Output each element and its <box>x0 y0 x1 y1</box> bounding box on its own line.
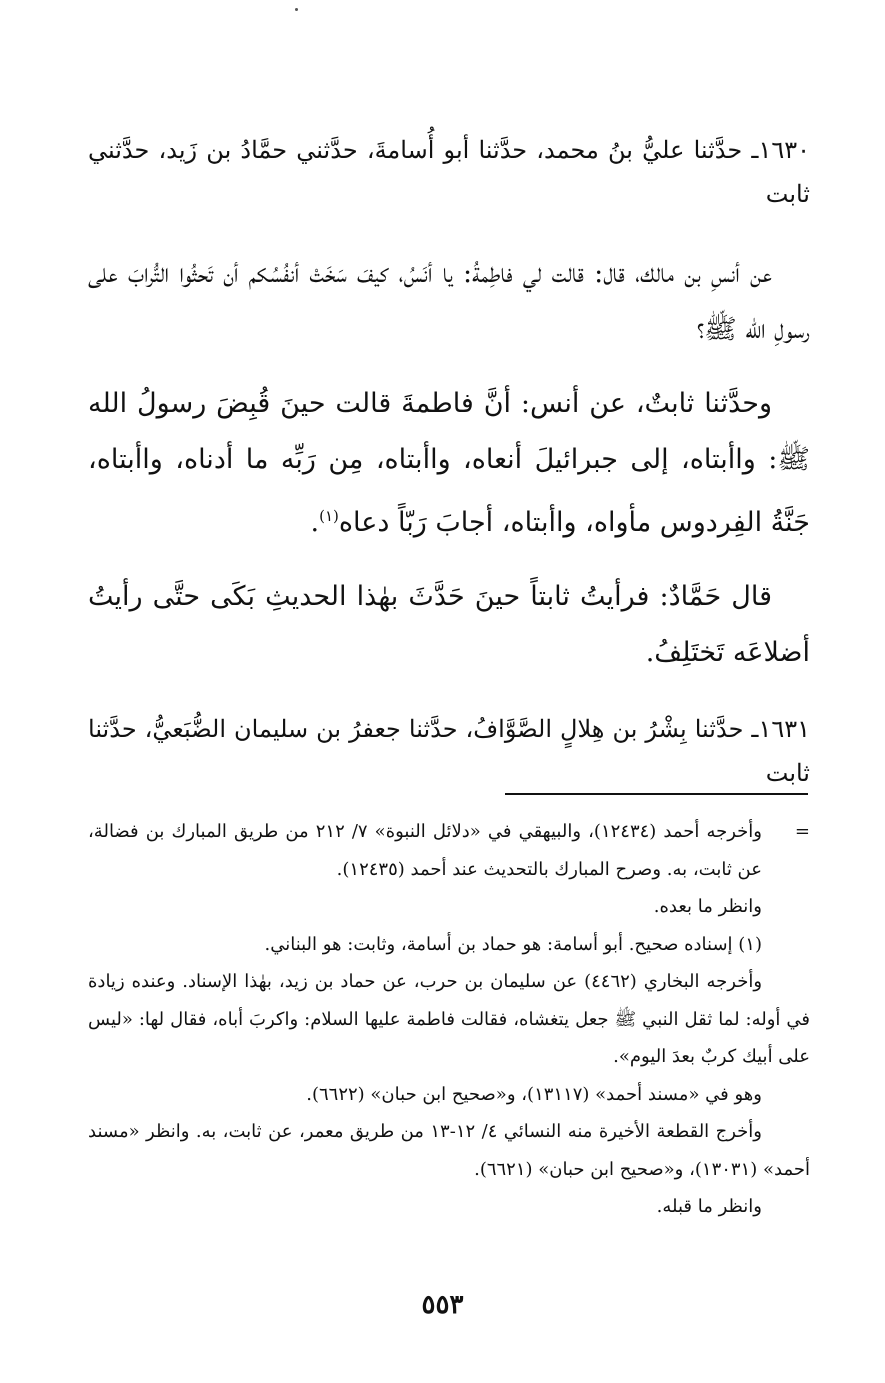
footnote-line-6: وأخرج القطعة الأخيرة منه النسائي ٤/ ١٢-١٣ من طريق معمر، عن ثابت، به. وانظر «مسند أحمد» (١٣٠٣١)، و«صحيح ابن حبان» (٦٦٢١). <box>88 1121 810 1180</box>
footnote-line-7: وانظر ما قبله. <box>656 1196 762 1217</box>
footnote-line-2: وانظر ما بعده. <box>653 896 762 917</box>
print-speck <box>295 8 298 11</box>
hadith-1631-header: ١٦٣١ـ حدَّثنا بِشْرُ بن هِلالٍ الصَّوَّافُ، حدَّثنا جعفرُ بن سليمان الضُّبَعيُّ، حدَّثنا ثابت <box>88 715 810 787</box>
continuation-mark: = <box>794 821 810 842</box>
hadith-1630-paragraph-3: قال حَمَّادٌ: فرأيتُ ثابتاً حينَ حَدَّثَ بهٰذا الحديثِ بَكَى حتَّى رأيتُ أضلاعَه تَختَلِفُ. <box>88 581 810 668</box>
footnote-line-1: وأخرجه أحمد (١٢٤٣٤)، والبيهقي في «دلائل النبوة» ٧/ ٢١٢ من طريق المبارك بن فضالة، عن ثابت، به. وصرح المبارك بالتحديث عند أحمد (١٢٤٣٥). <box>88 821 762 880</box>
main-text <box>88 128 810 825</box>
paragraph-2-text: وحدَّثنا ثابتٌ، عن أنس: أنَّ فاطمةَ قالت حينَ قُبِضَ رسولُ الله ﷺ: واأبتاه، إلى جبرائيلَ أنعاه، واأبتاه، مِن رَبِّه ما أدناه، واأبتاه، جَنَّةُ الفِردوس مأواه، واأبتاه، أجابَ رَبّاً دعاه <box>88 388 810 538</box>
footnote-separator <box>505 793 808 795</box>
footnote-line-4: وأخرجه البخاري (٤٤٦٢) عن سليمان بن حرب، عن حماد بن زيد، بهٰذا الإسناد. وعنده زيادة في أوله: لما ثقل النبي ﷺ جعل يتغشاه، فقالت فاطمة عليها السلام: واكربَ أباه، فقال لها: «ليس على أبيك كربٌ بعدَ اليوم». <box>88 971 810 1067</box>
hadith-1630-paragraph-2 <box>88 376 810 551</box>
page-number: ٥٥٣ <box>421 1290 464 1320</box>
footnotes <box>88 813 810 1226</box>
paragraph-2-tail: . <box>310 507 320 538</box>
footnote-continuation <box>88 813 810 888</box>
footnote-ref: (١) <box>319 507 339 525</box>
hadith-1630-paragraph-1: عن أنسِ بن مالك، قال: قالت لي فاطِمةُ: يا أنَسُ، كيفَ سَخَتْ أنفُسُكم أن تَحثُوا التُّرابَ على رسولِ الله ﷺ؟ <box>88 258 810 345</box>
hadith-1630-header: ١٦٣٠ـ حدَّثنا عليُّ بنُ محمد، حدَّثنا أبو أُسامةَ، حدَّثني حمَّادُ بن زَيد، حدَّثني ثابت <box>88 136 810 208</box>
footnote-1: (١) إسناده صحيح. أبو أسامة: هو حماد بن أسامة، وثابت: هو البناني. <box>264 933 762 955</box>
footnote-line-5: وهو في «مسند أحمد» (١٣١١٧)، و«صحيح ابن حبان» (٦٦٢٢). <box>306 1083 762 1105</box>
